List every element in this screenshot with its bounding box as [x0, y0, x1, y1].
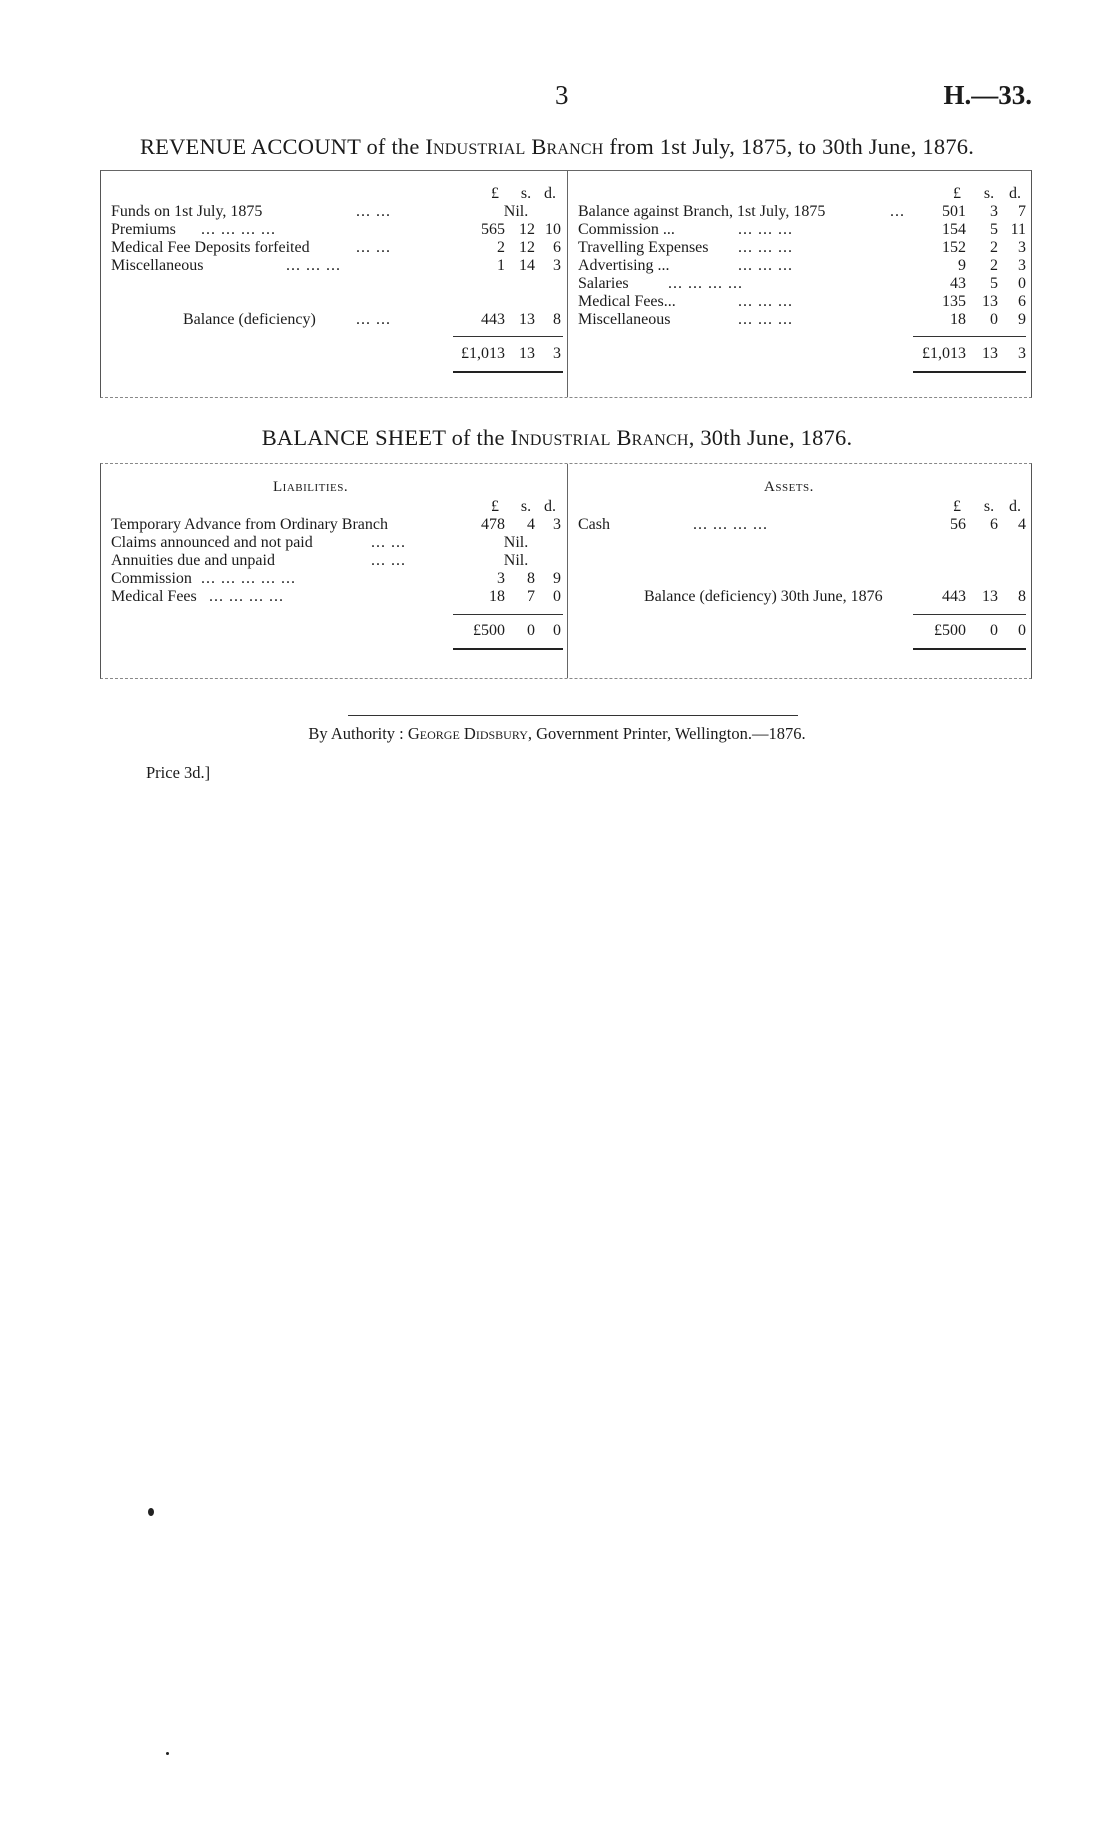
table-row: Advertising ... ... ... ... 9 2 3: [578, 257, 1026, 274]
table-row: Commission ... ... ... ... ... 3 8 9: [111, 570, 561, 587]
revenue-account-title: REVENUE ACCOUNT of the Industrial Branch from 1st July, 1875, to 30th June, 1876.: [139, 134, 975, 159]
table-row: Medical Fees... ... ... ... 135 13 6: [578, 293, 1026, 310]
table-row: Medical Fee Deposits forfeited ... ... 2 12 6: [111, 239, 561, 256]
total-rule: [453, 614, 563, 615]
price-note: Price 3d.]: [146, 763, 211, 782]
revenue-receipts: [101, 171, 567, 397]
balance-deficiency-row: Balance (deficiency) 30th June, 1876 443 13 8: [644, 588, 1026, 605]
assets-side: [568, 464, 1031, 678]
table-row: Travelling Expenses ... ... ... 152 2 3: [578, 239, 1026, 256]
total-row: £500 0 0: [934, 622, 1026, 639]
currency-header-row: £ s. d.: [491, 498, 556, 515]
table-row: Balance against Branch, 1st July, 1875 ... 501 3 7: [578, 203, 1026, 220]
table-row: Salaries ... ... ... ... 43 5 0: [578, 275, 1026, 292]
total-rule: [913, 336, 1026, 337]
table-row: Miscellaneous ... ... ... 1 14 3: [111, 257, 561, 274]
table-row: Annuities due and unpaid ... ... Nil.: [111, 552, 529, 569]
table-row: Funds on 1st July, 1875 ... ... Nil.: [111, 203, 529, 220]
balance-deficiency-row: Balance (deficiency) ... ... 443 13 8: [183, 311, 561, 328]
table-row: Temporary Advance from Ordinary Branch 478 4 3: [111, 516, 561, 533]
page-number: 3: [555, 80, 569, 110]
balance-sheet-title: BALANCE SHEET of the Industrial Branch, 30th June, 1876.: [261, 425, 853, 450]
total-rule: [913, 614, 1026, 615]
footer-rule: [348, 715, 798, 716]
balance-sheet-table: [100, 463, 1032, 679]
table-row: Claims announced and not paid ... ... Nil.: [111, 534, 529, 551]
revenue-payments: [568, 171, 1031, 397]
total-rule: [453, 336, 563, 337]
currency-header-row: £ s. d.: [953, 498, 1021, 515]
table-row: Medical Fees ... ... ... ... 18 7 0: [111, 588, 561, 605]
table-row: Commission ... ... ... ... 154 5 11: [578, 221, 1026, 238]
revenue-account-table: [100, 170, 1032, 398]
printer-imprint: By Authority : George Didsbury, Government Printer, Wellington.—1876.: [308, 724, 806, 743]
table-row: Premiums ... ... ... ... 565 12 10: [111, 221, 561, 238]
currency-header-row: £ s. d.: [953, 185, 1021, 202]
double-rule: [913, 371, 1026, 373]
table-row: Cash ... ... ... ... 56 6 4: [578, 516, 1026, 533]
liabilities-side: [101, 464, 567, 678]
total-row: £1,013 13 3: [461, 345, 561, 362]
scan-speck: [166, 1752, 169, 1755]
liabilities-heading: Liabilities.: [273, 479, 349, 495]
double-rule: [453, 371, 563, 373]
double-rule: [913, 648, 1026, 650]
double-rule: [453, 648, 563, 650]
total-row: £500 0 0: [473, 622, 561, 639]
scan-speck: [148, 1508, 154, 1516]
currency-header-row: £ s. d.: [491, 185, 556, 202]
page-reference: H.—33.: [943, 80, 1032, 110]
assets-heading: Assets.: [764, 479, 814, 495]
table-row: Miscellaneous ... ... ... 18 0 9: [578, 311, 1026, 328]
total-row: £1,013 13 3: [922, 345, 1026, 362]
